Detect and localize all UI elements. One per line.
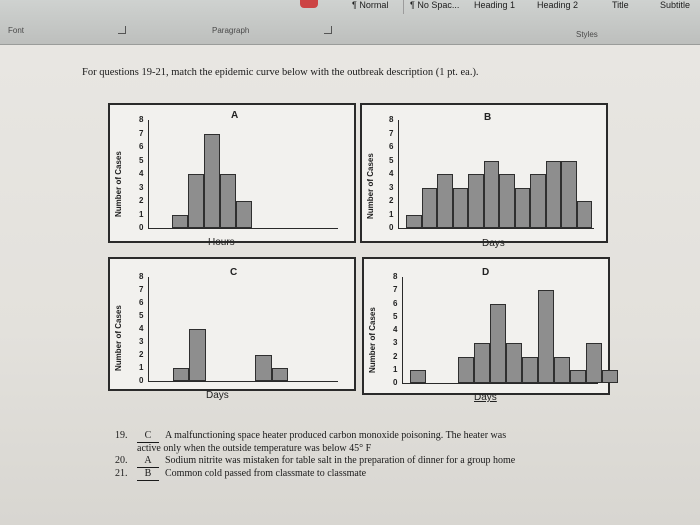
histogram-bar bbox=[173, 368, 190, 381]
histogram-bar bbox=[422, 188, 438, 229]
y-tick-label: 5 bbox=[139, 311, 144, 320]
document-page[interactable] bbox=[0, 45, 700, 525]
y-axis-line bbox=[148, 120, 149, 228]
chart-b-ylabel: Number of Cases bbox=[366, 153, 375, 219]
y-tick-label: 8 bbox=[393, 272, 398, 281]
paragraph-launcher-icon[interactable] bbox=[324, 26, 332, 34]
y-tick-label: 2 bbox=[393, 351, 398, 361]
answer-row-21 bbox=[115, 468, 635, 481]
y-tick-label: 5 bbox=[139, 155, 144, 165]
y-axis-line bbox=[402, 277, 403, 383]
histogram-bar bbox=[437, 174, 453, 228]
y-tick-label: 5 bbox=[393, 311, 398, 321]
chart-a-xlabel: Hours bbox=[208, 237, 235, 248]
x-axis-line bbox=[398, 228, 594, 229]
style-title[interactable]: Title bbox=[612, 0, 629, 10]
histogram-bar bbox=[255, 355, 272, 381]
histogram-bar bbox=[474, 343, 490, 383]
chart-c-ylabel: Number of Cases bbox=[114, 305, 123, 371]
histogram-bar bbox=[515, 188, 531, 229]
x-axis-line bbox=[402, 383, 598, 384]
histogram-bar bbox=[406, 215, 422, 229]
chart-b-title: B bbox=[484, 112, 492, 123]
answer-number: 21. bbox=[115, 468, 128, 479]
y-tick-label: 2 bbox=[139, 196, 144, 205]
answer-row-20 bbox=[115, 455, 635, 468]
answer-description-continued: active only when the outside temperature was below 45° F bbox=[137, 443, 372, 454]
chart-d-ylabel: Number of Cases bbox=[368, 307, 377, 373]
answer-number: 19. bbox=[115, 430, 128, 441]
y-tick-label: 7 bbox=[139, 128, 144, 138]
histogram-bar bbox=[586, 343, 602, 383]
x-axis-line bbox=[148, 381, 338, 382]
y-tick-label: 4 bbox=[139, 324, 144, 333]
y-tick-label: 1 bbox=[139, 209, 144, 219]
answer-row-19 bbox=[115, 430, 635, 443]
y-tick-label: 8 bbox=[139, 272, 144, 281]
histogram-bar bbox=[189, 329, 206, 381]
y-tick-label: 0 bbox=[393, 378, 398, 387]
answer-blank[interactable]: B bbox=[137, 468, 159, 481]
style-heading-1[interactable]: Heading 1 bbox=[474, 0, 516, 10]
style-heading-2[interactable]: Heading 2 bbox=[537, 0, 579, 10]
font-group-label: Font bbox=[8, 26, 25, 35]
y-tick-label: 6 bbox=[139, 298, 144, 307]
histogram-bar bbox=[530, 174, 546, 228]
answer-number: 20. bbox=[115, 455, 128, 466]
paragraph-group-label: Paragraph bbox=[212, 26, 250, 35]
chart-a-title: A bbox=[231, 110, 239, 121]
y-tick-label: 0 bbox=[139, 376, 144, 385]
close-control-icon[interactable] bbox=[300, 0, 318, 8]
y-tick-label: 4 bbox=[389, 169, 394, 178]
y-axis-line bbox=[148, 277, 149, 381]
y-tick-label: 1 bbox=[139, 363, 144, 372]
histogram-bar bbox=[468, 174, 484, 228]
style-normal[interactable]: ¶ Normal bbox=[352, 0, 389, 10]
chart-c-title: C bbox=[230, 267, 238, 278]
style-divider bbox=[403, 0, 404, 14]
histogram-bar bbox=[490, 304, 506, 384]
font-launcher-icon[interactable] bbox=[118, 26, 126, 34]
y-tick-label: 6 bbox=[389, 142, 394, 151]
histogram-bar bbox=[458, 357, 474, 384]
y-tick-label: 8 bbox=[139, 115, 144, 124]
histogram-bar bbox=[570, 370, 586, 383]
y-tick-label: 7 bbox=[139, 285, 144, 294]
chart-a-ylabel: Number of Cases bbox=[114, 151, 123, 217]
y-tick-label: 0 bbox=[389, 223, 394, 232]
styles-group-label: Styles bbox=[576, 30, 598, 39]
word-ribbon bbox=[0, 0, 700, 45]
y-tick-label: 6 bbox=[393, 298, 398, 308]
histogram-bar bbox=[577, 201, 593, 228]
chart-d-title: D bbox=[482, 267, 490, 278]
y-tick-label: 1 bbox=[393, 364, 398, 374]
histogram-bar bbox=[522, 357, 538, 384]
y-tick-label: 0 bbox=[139, 223, 144, 232]
y-tick-label: 3 bbox=[139, 337, 144, 346]
y-tick-label: 3 bbox=[139, 182, 144, 192]
answer-description: Common cold passed from classmate to classmate bbox=[165, 468, 367, 479]
histogram-bar bbox=[236, 201, 252, 228]
style-no-spacing[interactable]: ¶ No Spac... bbox=[410, 0, 460, 10]
histogram-bar bbox=[602, 370, 618, 383]
y-tick-label: 7 bbox=[393, 285, 398, 295]
answer-blank[interactable]: C bbox=[137, 430, 159, 443]
histogram-bar bbox=[561, 161, 577, 229]
chart-d-xlabel: Days bbox=[474, 392, 497, 403]
x-axis-line bbox=[148, 228, 338, 229]
answer-row-19-continued bbox=[115, 443, 635, 455]
histogram-bar bbox=[453, 188, 469, 229]
answer-description: Sodium nitrite was mistaken for table salt in the preparation of dinner for a group home bbox=[165, 455, 516, 466]
answer-list bbox=[115, 430, 635, 481]
y-tick-label: 1 bbox=[389, 209, 394, 219]
histogram-bar bbox=[546, 161, 562, 229]
histogram-bar bbox=[172, 215, 188, 229]
answer-blank[interactable]: A bbox=[137, 455, 159, 468]
histogram-bar bbox=[272, 368, 289, 381]
y-tick-label: 4 bbox=[139, 169, 144, 178]
histogram-bar bbox=[499, 174, 515, 228]
chart-c-xlabel: Days bbox=[206, 390, 229, 401]
question-header: For questions 19-21, match the epidemic curve below with the outbreak description (1 pt. ea.). bbox=[82, 67, 479, 78]
histogram-bar bbox=[538, 290, 554, 383]
histogram-bar bbox=[188, 174, 204, 228]
chart-b-xlabel: Days bbox=[482, 238, 505, 249]
histogram-bar bbox=[220, 174, 236, 228]
answer-description: A malfunctioning space heater produced carbon monoxide poisoning. The heater was bbox=[165, 430, 507, 441]
histogram-bar bbox=[204, 134, 220, 229]
y-tick-label: 2 bbox=[139, 350, 144, 359]
histogram-bar bbox=[410, 370, 426, 383]
y-tick-label: 7 bbox=[389, 128, 394, 138]
histogram-bar bbox=[554, 357, 570, 384]
y-tick-label: 2 bbox=[389, 196, 394, 205]
y-tick-label: 3 bbox=[393, 338, 398, 348]
y-tick-label: 3 bbox=[389, 182, 394, 192]
y-tick-label: 4 bbox=[393, 325, 398, 334]
histogram-bar bbox=[484, 161, 500, 229]
y-tick-label: 8 bbox=[389, 115, 394, 124]
y-axis-line bbox=[398, 120, 399, 228]
y-tick-label: 5 bbox=[389, 155, 394, 165]
y-tick-label: 6 bbox=[139, 142, 144, 151]
style-subtitle[interactable]: Subtitle bbox=[660, 0, 691, 10]
histogram-bar bbox=[506, 343, 522, 383]
